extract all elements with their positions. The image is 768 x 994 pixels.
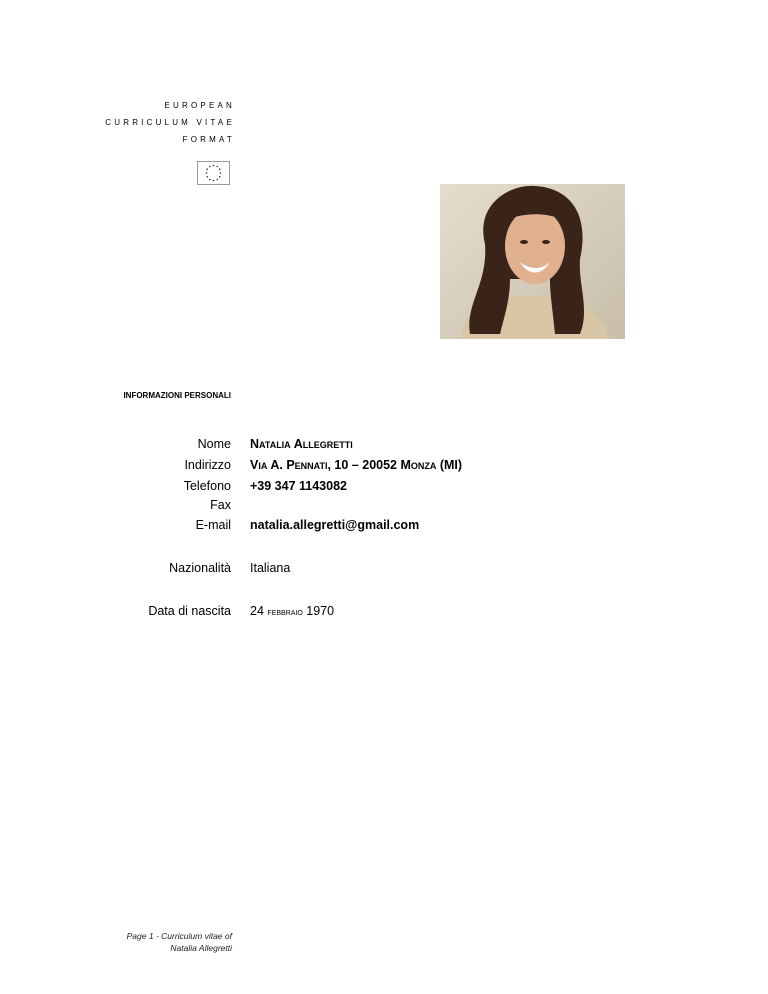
value-nome: Natalia Allegretti [250,437,353,451]
profile-photo [440,184,625,339]
eu-flag-icon [197,161,230,185]
label-fax: Fax [210,498,231,512]
header-line-format: FORMAT [182,135,235,144]
footer-line-page: Page 1 - Curriculum vitae of [126,931,232,941]
header-line-curriculum: CURRICULUM VITAE [105,118,235,127]
cv-format-header [0,97,235,148]
value-indirizzo: Via A. Pennati, 10 – 20052 Monza (MI) [250,458,463,472]
page-footer [90,930,232,954]
label-data-nascita: Data di nascita [148,604,231,618]
header-line-european: EUROPEAN [164,101,235,110]
value-data-nascita [250,604,720,618]
label-nazionalita: Nazionalità [169,561,231,575]
value-nazionalita: Italiana [250,561,291,575]
footer-line-name: Natalia Allegretti [170,943,232,953]
section-title-personal-info: INFORMAZIONI PERSONALI [123,391,231,400]
portrait-image [440,184,625,339]
value-email[interactable]: natalia.allegretti@gmail.com [250,518,420,532]
birth-year: 1970 [306,604,335,618]
label-email: E-mail [195,518,231,532]
label-nome: Nome [197,437,231,451]
label-telefono: Telefono [183,479,231,493]
eu-stars-icon [198,162,229,184]
label-indirizzo: Indirizzo [184,458,231,472]
value-telefono: +39 347 1143082 [250,479,347,493]
birth-day: 24 [250,604,264,618]
birth-month: febbraio [267,606,303,618]
